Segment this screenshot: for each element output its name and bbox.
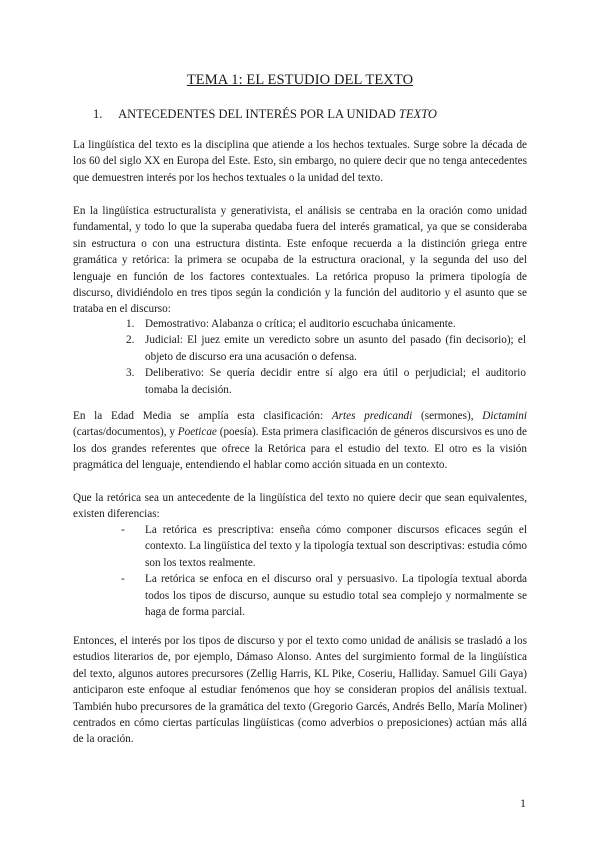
- document-title: [0, 72, 600, 89]
- text-run: (sermones),: [412, 410, 483, 422]
- list-marker: -: [121, 573, 125, 586]
- list-marker: -: [121, 524, 125, 536]
- list-item: [121, 571, 527, 620]
- text-run: (cartas/documentos), y: [73, 426, 178, 439]
- section-heading: [93, 107, 437, 122]
- list-item-text: Demostrativo: Alabanza o crítica; el auditorio escuchaba únicamente.: [145, 318, 456, 330]
- italic-term: Poeticae: [177, 426, 217, 439]
- list-item: [126, 332, 526, 365]
- paragraph-precursors: Entonces, el interés por los tipos de discurso y por el texto como unidad de análisis se trasladó a los estudios literarios de, por ejemplo, Dámaso Alonso. Antes del surgimiento formal de la lingüística del texto, algunos autores precursores (Zellig Harris, KL Pike, Coseriu, Halliday. Samuel Gili Gaya) anticiparon este enfoque al estudiar fenómenos que hoy se consideran propios del análisis textual. También hubo precursores de la gramática del texto (Gregorio Garcés, Andrés Bello, María Moliner) centrados en cómo ciertas partículas lingüísticas (como adverbios o preposiciones) actúan más allá de la oración.: [73, 635, 527, 746]
- list-item-text: La retórica es prescriptiva: enseña cómo componer discursos eficaces según el contexto. La lingüística del texto y la tipología textual son descriptivas: estudia cómo son los textos realmente.: [145, 524, 527, 569]
- paragraph-structuralism: En la lingüística estructuralista y generativista, el análisis se centraba en la oración como unidad fundamental, y todo lo que la superaba quedaba fuera del interés gramatical, ya que se consideraba sin estructura o con una estructura distinta. Este enfoque recuerda a la distinción griega entre gramática y retórica: la primera se ocupaba de la estructura oracional, y la segunda del uso del lenguaje en función de los factores contextuales. La retórica propuso la primera tipología de discurso, dividiéndolo en tres tipos según la condición y la función del auditorio y el asunto que se trataba en el discurso:: [73, 205, 527, 316]
- list-item: [121, 522, 527, 571]
- paragraph-middle-ages: [73, 408, 527, 474]
- list-item-text: Judicial: El juez emite un veredicto sobre un asunto del pasado (fin decisorio); el objeto de discurso era una acusación o defensa.: [145, 334, 526, 363]
- text-run: En la Edad Media se amplía esta clasificación:: [73, 410, 332, 422]
- differences-list: [121, 522, 527, 620]
- list-item-text: La retórica se enfoca en el discurso oral y persuasivo. La tipología textual aborda todos los tipos de discurso, aunque su estudio total sea complejo y normalmente se haga de forma parcial.: [145, 573, 527, 619]
- list-item: [126, 316, 526, 332]
- discourse-types-list: [126, 316, 526, 398]
- list-marker: 3.: [126, 367, 135, 380]
- title-text: TEMA 1: EL ESTUDIO DEL TEXTO: [186, 72, 414, 88]
- paragraph-differences-intro: Que la retórica sea un antecedente de la lingüística del texto no quiere decir que sean equivalentes, existen diferencias:: [73, 492, 527, 521]
- list-item-text: Deliberativo: Se quería decidir entre sí algo era útil o perjudicial; el auditorio tomaba la decisión.: [145, 367, 526, 396]
- section-number: 1.: [93, 107, 103, 121]
- section-heading-text: ANTECEDENTES DEL INTERÉS POR LA UNIDAD: [118, 107, 399, 121]
- italic-term: Artes predicandi: [331, 410, 413, 422]
- page-number: 1: [520, 796, 526, 810]
- italic-term: Dictamini: [482, 410, 527, 422]
- list-marker: 1.: [126, 318, 135, 330]
- section-heading-italic: TEXTO: [398, 107, 437, 121]
- list-marker: 2.: [126, 334, 135, 347]
- paragraph-intro: La lingüística del texto es la disciplina que atiende a los hechos textuales. Surge sobre la década de los 60 del siglo XX en Europa del Este. Esto, sin embargo, no quiere decir que no tenga antecedentes que demuestren interés por los hechos textuales o la unidad del texto.: [73, 139, 527, 184]
- text-run: (poesía). Esta primera clasificación de géneros discursivos es uno de los dos grandes referentes que ofrece la Retórica para el estudio del texto. El otro es la visión pragmática del lenguaje, entendiendo el hablar como acción situada en un contexto.: [73, 426, 527, 472]
- list-item: [126, 365, 526, 398]
